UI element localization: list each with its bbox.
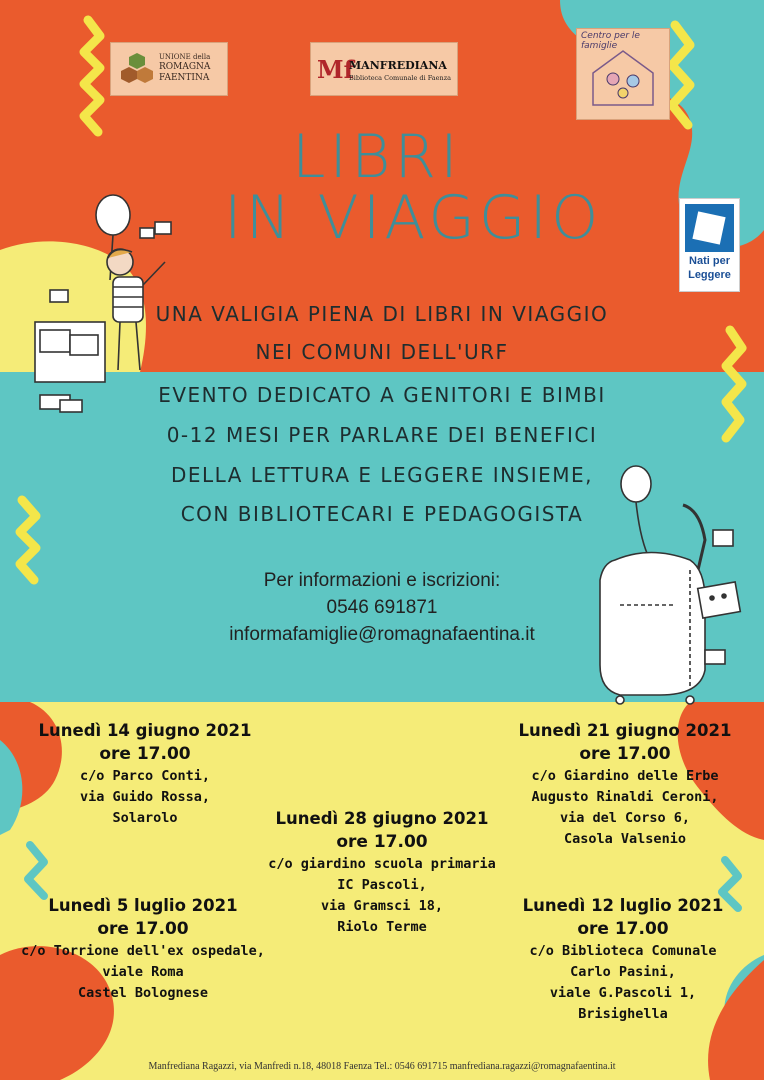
event-location-line: c/o Biblioteca Comunale [529, 943, 717, 959]
manfrediana-mark-icon: Mf [317, 55, 354, 84]
hexagon-icon [119, 51, 155, 87]
contact-phone[interactable]: 0546 691871 [326, 597, 438, 618]
subtitle-line1: UNA VALIGIA PIENA DI LIBRI IN VIAGGIO [155, 302, 609, 326]
event-location-line: via Guido Rossa, [79, 789, 211, 805]
contact-email[interactable]: informafamiglie@romagnafaentina.it [229, 624, 535, 645]
event-time: ore 17.00 [336, 832, 428, 852]
event-location-line: Augusto Rinaldi Ceroni, [531, 789, 719, 805]
title-line2: IN VIAGGIO [224, 183, 603, 253]
logo-nati-line1: Nati per [689, 255, 730, 267]
event-card-3 [252, 808, 512, 938]
event-location-line: Castel Bolognese [77, 985, 209, 1001]
description-line1: EVENTO DEDICATO A GENITORI E BIMBI [158, 383, 606, 407]
logo-manfrediana [310, 42, 458, 96]
description-line4: CON BIBLIOTECARI E PEDAGOGISTA [180, 502, 584, 526]
event-location-line: IC Pascoli, [337, 877, 427, 893]
event-location-line: Riolo Terme [337, 919, 427, 935]
event-date: Lunedì 28 giugno 2021 [275, 809, 489, 828]
logo-centro-famiglie [576, 28, 670, 120]
event-location-line: via del Corso 6, [559, 810, 691, 826]
event-time: ore 17.00 [99, 744, 191, 764]
description-line2: 0-12 MESI PER PARLARE DEI BENEFICI [166, 423, 598, 447]
event-date: Lunedì 14 giugno 2021 [38, 721, 252, 740]
logo-manfrediana-name: MANFREDIANA [349, 59, 447, 72]
event-location-line: viale Roma [102, 964, 184, 980]
logo-unione-line2: ROMAGNA [159, 62, 211, 72]
event-time: ore 17.00 [577, 919, 669, 939]
event-time: ore 17.00 [97, 919, 189, 939]
event-location-line: Solarolo [112, 810, 178, 826]
event-location-line: viale G.Pascoli 1, [549, 985, 697, 1001]
logo-unione-line3: FAENTINA [159, 73, 210, 83]
event-location-line: Carlo Pasini, [570, 964, 676, 980]
event-card-1 [20, 720, 270, 829]
house-drawing-icon [583, 43, 663, 113]
event-date: Lunedì 12 luglio 2021 [522, 896, 724, 915]
event-date: Lunedì 5 luglio 2021 [48, 896, 238, 915]
event-location-line: via Gramsci 18, [321, 898, 443, 914]
description-line3: DELLA LETTURA E LEGGERE INSIEME, [170, 463, 594, 487]
event-card-5 [498, 895, 748, 1025]
event-card-2 [500, 720, 750, 850]
title-line1: LIBRI [292, 122, 462, 192]
event-location-line: c/o Torrione dell'ex ospedale, [21, 943, 265, 959]
event-location-line: c/o Giardino delle Erbe [531, 768, 719, 784]
logo-nati-line2: Leggere [688, 269, 731, 281]
event-location-line: c/o giardino scuola primaria [268, 856, 496, 872]
logo-manfrediana-sub: Biblioteca Comunale di Faenza [349, 74, 452, 82]
nati-book-icon [685, 204, 734, 252]
event-time: ore 17.00 [579, 744, 671, 764]
event-card-4 [18, 895, 268, 1004]
logo-unione-line1: UNIONE della [159, 53, 211, 61]
event-location-line: c/o Parco Conti, [79, 768, 211, 784]
event-location-line: Brisighella [578, 1006, 668, 1022]
logo-unione-romagna-faentina [110, 42, 228, 96]
logo-centro-text: Centro per le famiglie [581, 31, 640, 51]
logo-nati-per-leggere [679, 198, 740, 292]
footer-contacts: Manfrediana Ragazzi, via Manfredi n.18, 48018 Faenza Tel.: 0546 691715 manfrediana.ragazzi@romagnafaentina.it [148, 1061, 616, 1072]
contact-label: Per informazioni e iscrizioni: [263, 570, 501, 591]
subtitle-line2: NEI COMUNI DELL'URF [255, 340, 509, 364]
event-location-line: Casola Valsenio [564, 831, 686, 847]
event-date: Lunedì 21 giugno 2021 [518, 721, 732, 740]
